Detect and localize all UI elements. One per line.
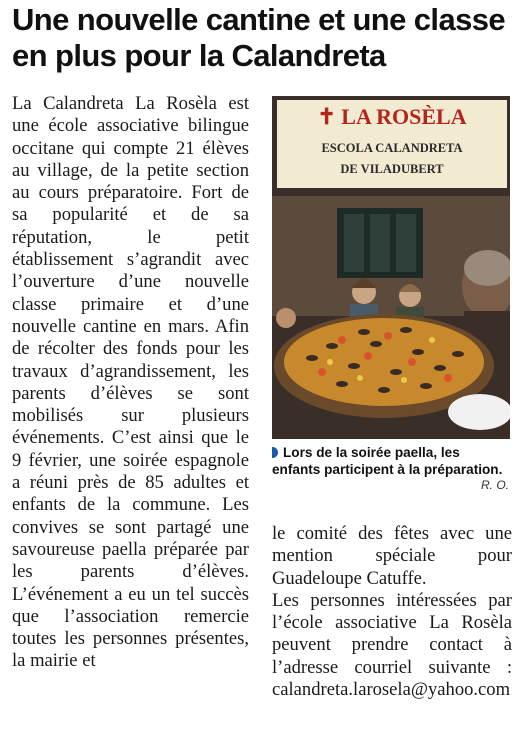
banner-subtitle: ESCOLA CALANDRETA [321,141,463,155]
paella-scene [272,96,510,439]
article-paragraph: le comité des fêtes avec une mention spéciale pour Guadeloupe Catuffe. [272,523,512,589]
caption-text: Lors de la soirée paella, les enfants participent à la préparation. [272,445,503,477]
article-headline: Une nouvelle cantine et une classe en plus pour la Calandreta [12,2,506,73]
child-figure [276,308,296,328]
article-body-right-column [272,523,512,701]
article-paragraph: Les personnes intéressées par l’école associative La Rosèla peuvent prendre contact à l’adresse courriel suivante : calandreta.larosela@yahoo.com [272,589,512,701]
photo-credit: R. O. [480,478,509,492]
banner-title: ✝ LA ROSÈLA [317,104,467,129]
photo-caption [272,445,510,478]
article-paragraph: La Calandreta La Rosèla est une école associative bilingue occitane qui compte 21 élèves au village, de la petite section au cours préparatoire. Fort de sa popularité et de sa réputation, le petit établissement s’agrandit avec l’ouverture d’une nouvelle classe primaire et d’une nouvelle cantine en mars. Afin de récolter des fonds pour les travaux d’agrandissement, les parents d’élèves se sont mobilisés sur plusieurs événements. C’est ainsi que le 9 février, une soirée espagnole a réuni près de 85 adultes et enfants de la commune. Les convives se sont partagé une savoureuse paella préparée par les parents d’élèves. L’événement a eu un tel succès que l’association remercie toutes les personnes présentes, la mairie et [12,93,249,672]
banner-town: DE VILADUBERT [340,162,444,176]
article-body-left-column [12,93,249,673]
article-photo [272,96,510,439]
caption-marker-icon [272,447,278,458]
plate [448,394,510,430]
